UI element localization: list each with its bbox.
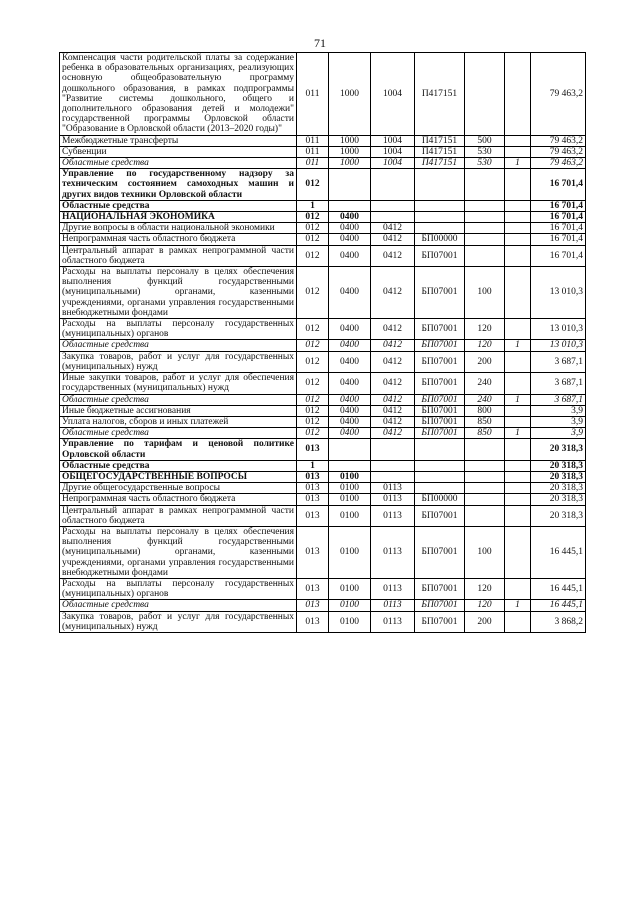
row-name-cell: Другие общегосударственные вопросы bbox=[60, 483, 297, 494]
amount-cell: 20 318,3 bbox=[531, 439, 586, 460]
section-code-cell: 0100 bbox=[329, 494, 371, 505]
expense-type-cell bbox=[465, 223, 505, 234]
amount-cell: 16 701,4 bbox=[531, 169, 586, 201]
funding-source-cell bbox=[505, 494, 531, 505]
funding-source-cell bbox=[505, 526, 531, 578]
funding-source-cell bbox=[505, 373, 531, 394]
table-row bbox=[60, 439, 586, 460]
amount-cell: 20 318,3 bbox=[531, 494, 586, 505]
target-item-cell bbox=[415, 471, 465, 482]
funding-source-cell bbox=[505, 460, 531, 471]
admin-code-cell: 012 bbox=[297, 428, 329, 439]
target-item-cell bbox=[415, 169, 465, 201]
row-name-cell: Иные закупки товаров, работ и услуг для обеспечения государственных (муниципальных) нужд bbox=[60, 373, 297, 394]
amount-cell: 16 701,4 bbox=[531, 245, 586, 266]
section-code-cell: 1000 bbox=[329, 135, 371, 146]
expense-type-cell bbox=[465, 200, 505, 211]
expense-type-cell: 100 bbox=[465, 267, 505, 319]
row-name-cell: Непрограммная часть областного бюджета bbox=[60, 494, 297, 505]
amount-cell: 16 701,4 bbox=[531, 212, 586, 223]
row-name-cell: Закупка товаров, работ и услуг для государственных (муниципальных) нужд bbox=[60, 611, 297, 632]
section-code-cell: 0400 bbox=[329, 394, 371, 405]
table-row bbox=[60, 234, 586, 245]
expense-type-cell bbox=[465, 245, 505, 266]
funding-source-cell bbox=[505, 351, 531, 372]
section-code-cell: 0400 bbox=[329, 340, 371, 351]
table-row bbox=[60, 267, 586, 319]
table-row bbox=[60, 146, 586, 157]
expense-type-cell bbox=[465, 471, 505, 482]
table-row bbox=[60, 200, 586, 211]
admin-code-cell: 012 bbox=[297, 373, 329, 394]
subsection-code-cell: 0412 bbox=[371, 319, 415, 340]
subsection-code-cell: 0412 bbox=[371, 405, 415, 416]
row-name-cell: Непрограммная часть областного бюджета bbox=[60, 234, 297, 245]
funding-source-cell bbox=[505, 505, 531, 526]
funding-source-cell bbox=[505, 267, 531, 319]
amount-cell: 16 445,1 bbox=[531, 578, 586, 599]
table-row bbox=[60, 135, 586, 146]
row-name-cell: Управление по государственному надзору за техническим состоянием самоходных машин и других видов техники Орловской области bbox=[60, 169, 297, 201]
funding-source-cell bbox=[505, 319, 531, 340]
subsection-code-cell: 0412 bbox=[371, 351, 415, 372]
page-number: 71 bbox=[314, 36, 326, 50]
expense-type-cell: 240 bbox=[465, 373, 505, 394]
row-name-cell: Иные бюджетные ассигнования bbox=[60, 405, 297, 416]
amount-cell: 3,9 bbox=[531, 428, 586, 439]
amount-cell: 20 318,3 bbox=[531, 483, 586, 494]
admin-code-cell: 012 bbox=[297, 223, 329, 234]
amount-cell: 3 687,1 bbox=[531, 351, 586, 372]
table-row bbox=[60, 245, 586, 266]
table-row bbox=[60, 340, 586, 351]
expense-type-cell bbox=[465, 169, 505, 201]
amount-cell: 3 868,2 bbox=[531, 611, 586, 632]
target-item-cell: БП07001 bbox=[415, 505, 465, 526]
row-name-cell: Областные средства bbox=[60, 600, 297, 611]
funding-source-cell bbox=[505, 611, 531, 632]
subsection-code-cell: 0412 bbox=[371, 416, 415, 427]
funding-source-cell bbox=[505, 53, 531, 136]
target-item-cell: БП00000 bbox=[415, 494, 465, 505]
target-item-cell: БП07001 bbox=[415, 319, 465, 340]
expense-type-cell: 850 bbox=[465, 416, 505, 427]
section-code-cell: 0400 bbox=[329, 428, 371, 439]
expense-type-cell: 200 bbox=[465, 611, 505, 632]
admin-code-cell: 012 bbox=[297, 169, 329, 201]
funding-source-cell: 1 bbox=[505, 340, 531, 351]
expense-type-cell bbox=[465, 460, 505, 471]
amount-cell: 13 010,3 bbox=[531, 267, 586, 319]
section-code-cell: 0400 bbox=[329, 319, 371, 340]
subsection-code-cell: 0412 bbox=[371, 394, 415, 405]
funding-source-cell bbox=[505, 578, 531, 599]
table-row bbox=[60, 158, 586, 169]
expense-type-cell: 500 bbox=[465, 135, 505, 146]
table-row bbox=[60, 351, 586, 372]
admin-code-cell: 013 bbox=[297, 526, 329, 578]
expense-type-cell: 120 bbox=[465, 319, 505, 340]
section-code-cell bbox=[329, 169, 371, 201]
table-row bbox=[60, 471, 586, 482]
subsection-code-cell: 0412 bbox=[371, 234, 415, 245]
subsection-code-cell: 0113 bbox=[371, 483, 415, 494]
funding-source-cell bbox=[505, 416, 531, 427]
row-name-cell: Областные средства bbox=[60, 340, 297, 351]
subsection-code-cell: 0412 bbox=[371, 245, 415, 266]
admin-code-cell: 012 bbox=[297, 234, 329, 245]
table-row bbox=[60, 416, 586, 427]
admin-code-cell: 1 bbox=[297, 200, 329, 211]
section-code-cell: 0400 bbox=[329, 373, 371, 394]
row-name-cell: Межбюджетные трансферты bbox=[60, 135, 297, 146]
amount-cell: 3,9 bbox=[531, 416, 586, 427]
target-item-cell: БП07001 bbox=[415, 578, 465, 599]
target-item-cell bbox=[415, 223, 465, 234]
row-name-cell: Областные средства bbox=[60, 460, 297, 471]
funding-source-cell: 1 bbox=[505, 394, 531, 405]
admin-code-cell: 013 bbox=[297, 439, 329, 460]
amount-cell: 16 701,4 bbox=[531, 200, 586, 211]
subsection-code-cell: 0113 bbox=[371, 578, 415, 599]
target-item-cell: БП07001 bbox=[415, 340, 465, 351]
subsection-code-cell bbox=[371, 200, 415, 211]
amount-cell: 16 445,1 bbox=[531, 600, 586, 611]
table-row bbox=[60, 526, 586, 578]
funding-source-cell bbox=[505, 234, 531, 245]
amount-cell: 13 010,3 bbox=[531, 340, 586, 351]
table-row bbox=[60, 319, 586, 340]
subsection-code-cell bbox=[371, 460, 415, 471]
funding-source-cell bbox=[505, 471, 531, 482]
section-code-cell: 0400 bbox=[329, 416, 371, 427]
expense-type-cell: 800 bbox=[465, 405, 505, 416]
table-row bbox=[60, 405, 586, 416]
admin-code-cell: 012 bbox=[297, 267, 329, 319]
admin-code-cell: 011 bbox=[297, 146, 329, 157]
target-item-cell bbox=[415, 483, 465, 494]
target-item-cell: БП07001 bbox=[415, 373, 465, 394]
admin-code-cell: 012 bbox=[297, 245, 329, 266]
expense-type-cell bbox=[465, 53, 505, 136]
admin-code-cell: 013 bbox=[297, 600, 329, 611]
admin-code-cell: 012 bbox=[297, 212, 329, 223]
admin-code-cell: 012 bbox=[297, 351, 329, 372]
amount-cell: 16 701,4 bbox=[531, 234, 586, 245]
target-item-cell: П417151 bbox=[415, 135, 465, 146]
amount-cell: 79 463,2 bbox=[531, 158, 586, 169]
amount-cell: 20 318,3 bbox=[531, 471, 586, 482]
funding-source-cell bbox=[505, 223, 531, 234]
funding-source-cell: 1 bbox=[505, 428, 531, 439]
expense-type-cell bbox=[465, 212, 505, 223]
subsection-code-cell: 1004 bbox=[371, 158, 415, 169]
section-code-cell: 0400 bbox=[329, 405, 371, 416]
expense-type-cell bbox=[465, 483, 505, 494]
target-item-cell bbox=[415, 460, 465, 471]
table-row bbox=[60, 600, 586, 611]
funding-source-cell bbox=[505, 405, 531, 416]
expense-type-cell: 100 bbox=[465, 526, 505, 578]
funding-source-cell bbox=[505, 245, 531, 266]
admin-code-cell: 1 bbox=[297, 460, 329, 471]
subsection-code-cell: 0113 bbox=[371, 494, 415, 505]
subsection-code-cell: 0412 bbox=[371, 373, 415, 394]
target-item-cell: БП00000 bbox=[415, 234, 465, 245]
table-row bbox=[60, 53, 586, 136]
target-item-cell: БП07001 bbox=[415, 611, 465, 632]
subsection-code-cell bbox=[371, 439, 415, 460]
row-name-cell: Субвенции bbox=[60, 146, 297, 157]
funding-source-cell bbox=[505, 169, 531, 201]
row-name-cell: Расходы на выплаты персоналу в целях обеспечения выполнения функций государственными (муниципальными) органами, казенными учреждениями, органами управления государственными внебюджетными фондами bbox=[60, 526, 297, 578]
funding-source-cell bbox=[505, 135, 531, 146]
section-code-cell: 0100 bbox=[329, 505, 371, 526]
section-code-cell: 0100 bbox=[329, 611, 371, 632]
subsection-code-cell bbox=[371, 471, 415, 482]
row-name-cell: НАЦИОНАЛЬНАЯ ЭКОНОМИКА bbox=[60, 212, 297, 223]
section-code-cell: 1000 bbox=[329, 158, 371, 169]
section-code-cell: 1000 bbox=[329, 53, 371, 136]
subsection-code-cell: 1004 bbox=[371, 135, 415, 146]
row-name-cell: Управление по тарифам и ценовой политике Орловской области bbox=[60, 439, 297, 460]
amount-cell: 16 445,1 bbox=[531, 526, 586, 578]
section-code-cell: 0100 bbox=[329, 578, 371, 599]
row-name-cell: Областные средства bbox=[60, 158, 297, 169]
target-item-cell: П417151 bbox=[415, 158, 465, 169]
section-code-cell: 0100 bbox=[329, 600, 371, 611]
expense-type-cell: 120 bbox=[465, 340, 505, 351]
table-row bbox=[60, 394, 586, 405]
subsection-code-cell: 1004 bbox=[371, 53, 415, 136]
table-row bbox=[60, 578, 586, 599]
table-row bbox=[60, 460, 586, 471]
target-item-cell: П417151 bbox=[415, 146, 465, 157]
funding-source-cell bbox=[505, 146, 531, 157]
amount-cell: 79 463,2 bbox=[531, 53, 586, 136]
expense-type-cell: 240 bbox=[465, 394, 505, 405]
table-row bbox=[60, 373, 586, 394]
section-code-cell: 0400 bbox=[329, 234, 371, 245]
subsection-code-cell: 0412 bbox=[371, 340, 415, 351]
funding-source-cell bbox=[505, 212, 531, 223]
row-name-cell: Областные средства bbox=[60, 394, 297, 405]
admin-code-cell: 012 bbox=[297, 416, 329, 427]
expense-type-cell bbox=[465, 439, 505, 460]
amount-cell: 79 463,2 bbox=[531, 146, 586, 157]
target-item-cell: БП07001 bbox=[415, 267, 465, 319]
amount-cell: 3 687,1 bbox=[531, 373, 586, 394]
section-code-cell bbox=[329, 439, 371, 460]
expense-type-cell: 200 bbox=[465, 351, 505, 372]
subsection-code-cell: 0412 bbox=[371, 223, 415, 234]
funding-source-cell bbox=[505, 439, 531, 460]
section-code-cell: 0100 bbox=[329, 526, 371, 578]
target-item-cell bbox=[415, 200, 465, 211]
funding-source-cell: 1 bbox=[505, 600, 531, 611]
subsection-code-cell: 0113 bbox=[371, 611, 415, 632]
amount-cell: 3,9 bbox=[531, 405, 586, 416]
target-item-cell: БП07001 bbox=[415, 351, 465, 372]
section-code-cell: 0100 bbox=[329, 471, 371, 482]
admin-code-cell: 012 bbox=[297, 319, 329, 340]
target-item-cell: БП07001 bbox=[415, 405, 465, 416]
budget-table bbox=[59, 52, 586, 633]
expense-type-cell: 530 bbox=[465, 158, 505, 169]
section-code-cell: 0400 bbox=[329, 245, 371, 266]
expense-type-cell: 850 bbox=[465, 428, 505, 439]
row-name-cell: Областные средства bbox=[60, 428, 297, 439]
row-name-cell: Областные средства bbox=[60, 200, 297, 211]
amount-cell: 79 463,2 bbox=[531, 135, 586, 146]
expense-type-cell bbox=[465, 234, 505, 245]
target-item-cell: БП07001 bbox=[415, 394, 465, 405]
expense-type-cell: 530 bbox=[465, 146, 505, 157]
admin-code-cell: 011 bbox=[297, 135, 329, 146]
section-code-cell: 0400 bbox=[329, 223, 371, 234]
section-code-cell: 1000 bbox=[329, 146, 371, 157]
admin-code-cell: 013 bbox=[297, 611, 329, 632]
row-name-cell: Компенсация части родительской платы за содержание ребенка в образовательных организациях, реализующих основную общеобразовательную программу дошкольного образования, в рамках подпрограммы "Развитие системы дошкольного, общего и дополнительного образования детей и молодежи" государственной программы Орловской области "Образование в Орловской области (2013–2020 годы)" bbox=[60, 53, 297, 136]
row-name-cell: Расходы на выплаты персоналу государственных (муниципальных) органов bbox=[60, 578, 297, 599]
admin-code-cell: 011 bbox=[297, 158, 329, 169]
table-row bbox=[60, 494, 586, 505]
expense-type-cell: 120 bbox=[465, 578, 505, 599]
funding-source-cell bbox=[505, 483, 531, 494]
admin-code-cell: 013 bbox=[297, 483, 329, 494]
funding-source-cell bbox=[505, 200, 531, 211]
subsection-code-cell: 1004 bbox=[371, 146, 415, 157]
section-code-cell bbox=[329, 460, 371, 471]
target-item-cell: БП07001 bbox=[415, 526, 465, 578]
table-row bbox=[60, 483, 586, 494]
admin-code-cell: 012 bbox=[297, 340, 329, 351]
row-name-cell: ОБЩЕГОСУДАРСТВЕННЫЕ ВОПРОСЫ bbox=[60, 471, 297, 482]
table-row bbox=[60, 212, 586, 223]
target-item-cell: П417151 bbox=[415, 53, 465, 136]
amount-cell: 13 010,3 bbox=[531, 319, 586, 340]
table-row bbox=[60, 505, 586, 526]
row-name-cell: Уплата налогов, сборов и иных платежей bbox=[60, 416, 297, 427]
table-row bbox=[60, 223, 586, 234]
funding-source-cell: 1 bbox=[505, 158, 531, 169]
admin-code-cell: 013 bbox=[297, 505, 329, 526]
amount-cell: 20 318,3 bbox=[531, 505, 586, 526]
table-row bbox=[60, 428, 586, 439]
row-name-cell: Расходы на выплаты персоналу в целях обеспечения выполнения функций государственными (муниципальными) органами, казенными учреждениями, органами управления государственными внебюджетными фондами bbox=[60, 267, 297, 319]
section-code-cell: 0400 bbox=[329, 267, 371, 319]
row-name-cell: Закупка товаров, работ и услуг для государственных (муниципальных) нужд bbox=[60, 351, 297, 372]
expense-type-cell bbox=[465, 494, 505, 505]
subsection-code-cell: 0113 bbox=[371, 526, 415, 578]
expense-type-cell bbox=[465, 505, 505, 526]
subsection-code-cell: 0113 bbox=[371, 600, 415, 611]
row-name-cell: Расходы на выплаты персоналу государственных (муниципальных) органов bbox=[60, 319, 297, 340]
amount-cell: 16 701,4 bbox=[531, 223, 586, 234]
admin-code-cell: 012 bbox=[297, 405, 329, 416]
amount-cell: 20 318,3 bbox=[531, 460, 586, 471]
admin-code-cell: 011 bbox=[297, 53, 329, 136]
admin-code-cell: 013 bbox=[297, 471, 329, 482]
table-row bbox=[60, 169, 586, 201]
subsection-code-cell: 0113 bbox=[371, 505, 415, 526]
table-row bbox=[60, 611, 586, 632]
amount-cell: 3 687,1 bbox=[531, 394, 586, 405]
subsection-code-cell: 0412 bbox=[371, 267, 415, 319]
admin-code-cell: 012 bbox=[297, 394, 329, 405]
subsection-code-cell bbox=[371, 212, 415, 223]
target-item-cell: БП07001 bbox=[415, 600, 465, 611]
expense-type-cell: 120 bbox=[465, 600, 505, 611]
section-code-cell: 0100 bbox=[329, 483, 371, 494]
target-item-cell: БП07001 bbox=[415, 245, 465, 266]
admin-code-cell: 013 bbox=[297, 578, 329, 599]
target-item-cell: БП07001 bbox=[415, 416, 465, 427]
target-item-cell: БП07001 bbox=[415, 428, 465, 439]
section-code-cell bbox=[329, 200, 371, 211]
row-name-cell: Центральный аппарат в рамках непрограммной части областного бюджета bbox=[60, 245, 297, 266]
row-name-cell: Центральный аппарат в рамках непрограммной части областного бюджета bbox=[60, 505, 297, 526]
subsection-code-cell bbox=[371, 169, 415, 201]
section-code-cell: 0400 bbox=[329, 351, 371, 372]
section-code-cell: 0400 bbox=[329, 212, 371, 223]
target-item-cell bbox=[415, 212, 465, 223]
subsection-code-cell: 0412 bbox=[371, 428, 415, 439]
admin-code-cell: 013 bbox=[297, 494, 329, 505]
row-name-cell: Другие вопросы в области национальной экономики bbox=[60, 223, 297, 234]
target-item-cell bbox=[415, 439, 465, 460]
